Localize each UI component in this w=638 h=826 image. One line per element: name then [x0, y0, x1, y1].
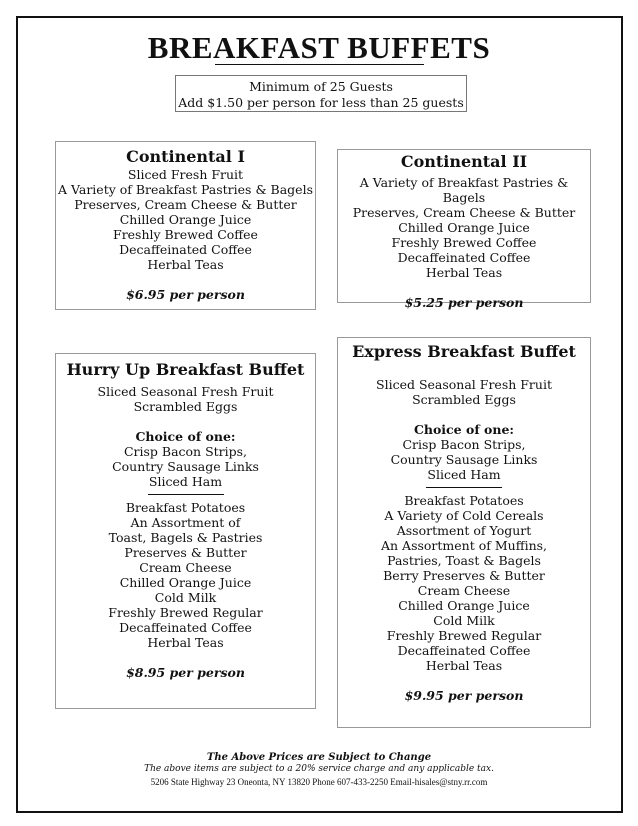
menu-item: Decaffeinated Coffee [119, 620, 252, 635]
hurry-up-buffet-title: Hurry Up Breakfast Buffet [66, 360, 305, 379]
menu-item: Sliced Fresh Fruit [127, 167, 244, 182]
menu-item: Herbal Teas [147, 635, 224, 650]
menu-item: Cold Milk [433, 613, 495, 628]
menu-item: Scrambled Eggs [412, 392, 516, 407]
menu-item: Freshly Brewed Coffee [113, 227, 258, 242]
choice-item: Country Sausage Links [112, 459, 259, 474]
menu-item: Berry Preserves & Butter [383, 568, 545, 583]
spacer [338, 280, 590, 295]
choice-item: Sliced Ham [427, 467, 501, 482]
spacer [56, 272, 315, 287]
divider [426, 487, 502, 488]
menu-item: Breakfast Potatoes [125, 500, 246, 515]
continental-2-box [337, 149, 591, 310]
menu-item: Sliced Seasonal Fresh Fruit [97, 384, 274, 399]
menu-item: Chilled Orange Juice [119, 212, 252, 227]
menu-item: Pastries, Toast & Bagels [387, 553, 541, 568]
menu-item: Chilled Orange Juice [398, 598, 530, 613]
menu-item: A Variety of Cold Cereals [384, 508, 544, 523]
divider [148, 494, 224, 495]
choice-label: Choice of one: [135, 429, 236, 444]
guest-minimum-box [175, 75, 467, 112]
hurry-up-buffet-price: $8.95 per person [126, 665, 245, 680]
menu-item: An Assortment of [130, 515, 241, 530]
spacer [56, 414, 315, 429]
title-underline [215, 64, 424, 65]
menu-item: Decaffeinated Coffee [119, 242, 252, 257]
menu-item: Breakfast Potatoes [404, 493, 524, 508]
menu-item: Freshly Brewed Coffee [391, 235, 537, 250]
menu-item: Scrambled Eggs [133, 399, 238, 414]
menu-item: Cold Milk [154, 590, 217, 605]
menu-item: Herbal Teas [147, 257, 224, 272]
menu-item: Preserves, Cream Cheese & Butter [352, 205, 576, 220]
choice-item: Crisp Bacon Strips, [123, 444, 248, 459]
menu-item: Assortment of Yogurt [396, 523, 532, 538]
menu-item: Preserves, Cream Cheese & Butter [74, 197, 297, 212]
page-title: BREAKFAST BUFFETS [147, 30, 491, 65]
menu-item: Herbal Teas [425, 658, 503, 673]
continental-1-box [55, 141, 316, 310]
menu-item: Chilled Orange Juice [119, 575, 252, 590]
spacer [56, 650, 315, 665]
express-buffet-price: $9.95 per person [404, 688, 524, 703]
menu-item: Cream Cheese [139, 560, 232, 575]
continental-2-title: Continental II [400, 152, 528, 171]
choice-item: Country Sausage Links [390, 452, 538, 467]
menu-item: A Variety of Breakfast Pastries & Bagels [359, 175, 569, 205]
menu-item: Herbal Teas [425, 265, 503, 280]
menu-item: Toast, Bagels & Pastries [108, 530, 263, 545]
menu-item: Chilled Orange Juice [398, 220, 530, 235]
express-buffet-title: Express Breakfast Buffet [352, 342, 576, 361]
service-charge-notice: The above items are subject to a 20% service charge and any applicable tax. [144, 764, 494, 774]
menu-item: Cream Cheese [417, 583, 511, 598]
choice-item: Sliced Ham [148, 474, 223, 489]
continental-1-price: $6.95 per person [126, 287, 245, 302]
menu-item: An Assortment of Muffins, [380, 538, 548, 553]
menu-item: Preserves & Butter [124, 545, 247, 560]
choice-item: Crisp Bacon Strips, [402, 437, 526, 452]
express-buffet-box [337, 337, 591, 728]
menu-item: Decaffeinated Coffee [397, 250, 531, 265]
contact-info: 5206 State Highway 23 Oneonta, NY 13820 Phone 607-433-2250 Email-hisales@stny.rr.com [150, 777, 488, 787]
menu-item: Freshly Brewed Regular [108, 605, 263, 620]
continental-1-title: Continental I [126, 147, 245, 166]
choice-label: Choice of one: [413, 422, 515, 437]
spacer [338, 673, 590, 688]
spacer [338, 407, 590, 422]
guest-minimum-text: Minimum of 25 Guests [249, 79, 393, 94]
menu-item: Decaffeinated Coffee [397, 643, 531, 658]
small-group-surcharge-text: Add $1.50 per person for less than 25 guests [178, 95, 464, 110]
menu-item: A Variety of Breakfast Pastries & Bagels [57, 182, 313, 197]
menu-item: Sliced Seasonal Fresh Fruit [376, 377, 552, 392]
price-change-notice: The Above Prices are Subject to Change [206, 752, 432, 763]
menu-item: Freshly Brewed Regular [386, 628, 542, 643]
hurry-up-buffet-box [55, 353, 316, 709]
continental-2-price: $5.25 per person [404, 295, 524, 310]
spacer [338, 362, 590, 377]
